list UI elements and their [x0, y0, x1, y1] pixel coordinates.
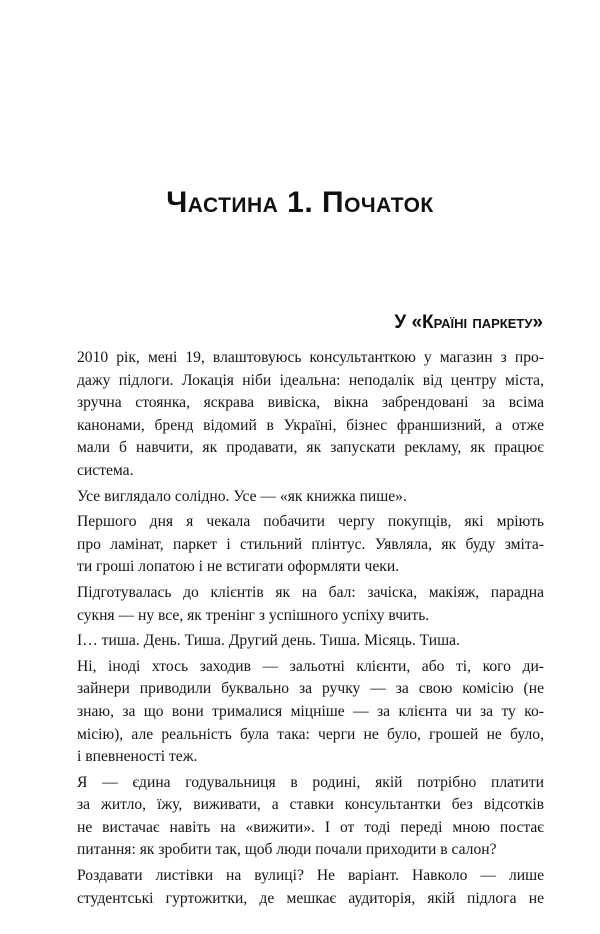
paragraph: [56, 656, 544, 769]
text-line: мали б навчити, як продавати, як запускати рекламу, як працює: [77, 439, 544, 457]
paragraph: [56, 865, 544, 910]
text-line: місію), але реальність була така: черги не було, грошей не було,: [77, 725, 544, 743]
text-line: сукня — ну все, як тренінг з успішного успіху вчить.: [77, 606, 430, 624]
text-line: зайнери приводили буквально за ручку — за свою комісію (не: [77, 680, 544, 698]
text-line: система.: [77, 461, 134, 479]
text-line: Ні, іноді хтось заходив — зальотні клієнти, або ті, кого ди-: [77, 657, 544, 675]
text-line: ти гроші лопатою і не встигати оформляти чеки.: [77, 558, 400, 576]
text-line: Першого дня я чекала побачити чергу покупців, які мріють: [77, 513, 544, 531]
body-text: [56, 347, 544, 910]
paragraph: [56, 486, 544, 509]
text-line: за житло, їжу, виживати, а ставки консультантки без відсотків: [77, 796, 544, 814]
text-line: І… тиша. День. Тиша. Другий день. Тиша. Місяць. Тиша.: [77, 632, 460, 650]
paragraph: [56, 511, 544, 579]
text-line: 2010 рік, мені 19, влаштовуюсь консультанткою у магазин з про-: [77, 349, 544, 366]
text-line: і впевненості теж.: [77, 748, 198, 766]
paragraph: [56, 582, 544, 627]
section-title: У «Країні паркету»: [394, 312, 543, 333]
text-line: питання: як зробити так, щоб люди почали приходити в салон?: [77, 841, 497, 859]
text-line: Підготувалась до клієнтів як на бал: зачіска, макіяж, парадна: [77, 583, 544, 601]
text-line: не вистачає навіть на «вижити». І от тоді переді мною постає: [77, 818, 544, 836]
paragraph: [56, 347, 544, 483]
text-line: зручна стоянка, яскрава вивіска, вікна забрендовані за всіма: [77, 394, 544, 412]
text-line: Усе виглядало солідно. Усе — «як книжка пише».: [77, 487, 407, 505]
text-line: Я — єдина годувальниця в родині, якій потрібно платити: [77, 773, 544, 791]
part-title: Частина 1. Початок: [166, 186, 434, 219]
text-line: Роздавати листівки на вулиці? Не варіант. Навколо — лише: [77, 867, 544, 885]
text-line: студентські гуртожитки, де мешкає аудиторія, якій підлога не: [77, 889, 544, 907]
text-line: канонами, бренд відомий в Україні, бізнес франшизний, а отже: [77, 416, 544, 434]
paragraph: [56, 772, 544, 862]
text-line: дажу підлоги. Локація ніби ідеальна: неподалік від центру міста,: [77, 371, 544, 389]
text-line: знаю, за що вони трималися міцніше — за клієнта чи за ту ко-: [77, 702, 544, 720]
text-line: про ламінат, паркет і стильний плінтус. Уявляла, як буду зміта-: [77, 535, 544, 553]
paragraph: [56, 630, 544, 653]
